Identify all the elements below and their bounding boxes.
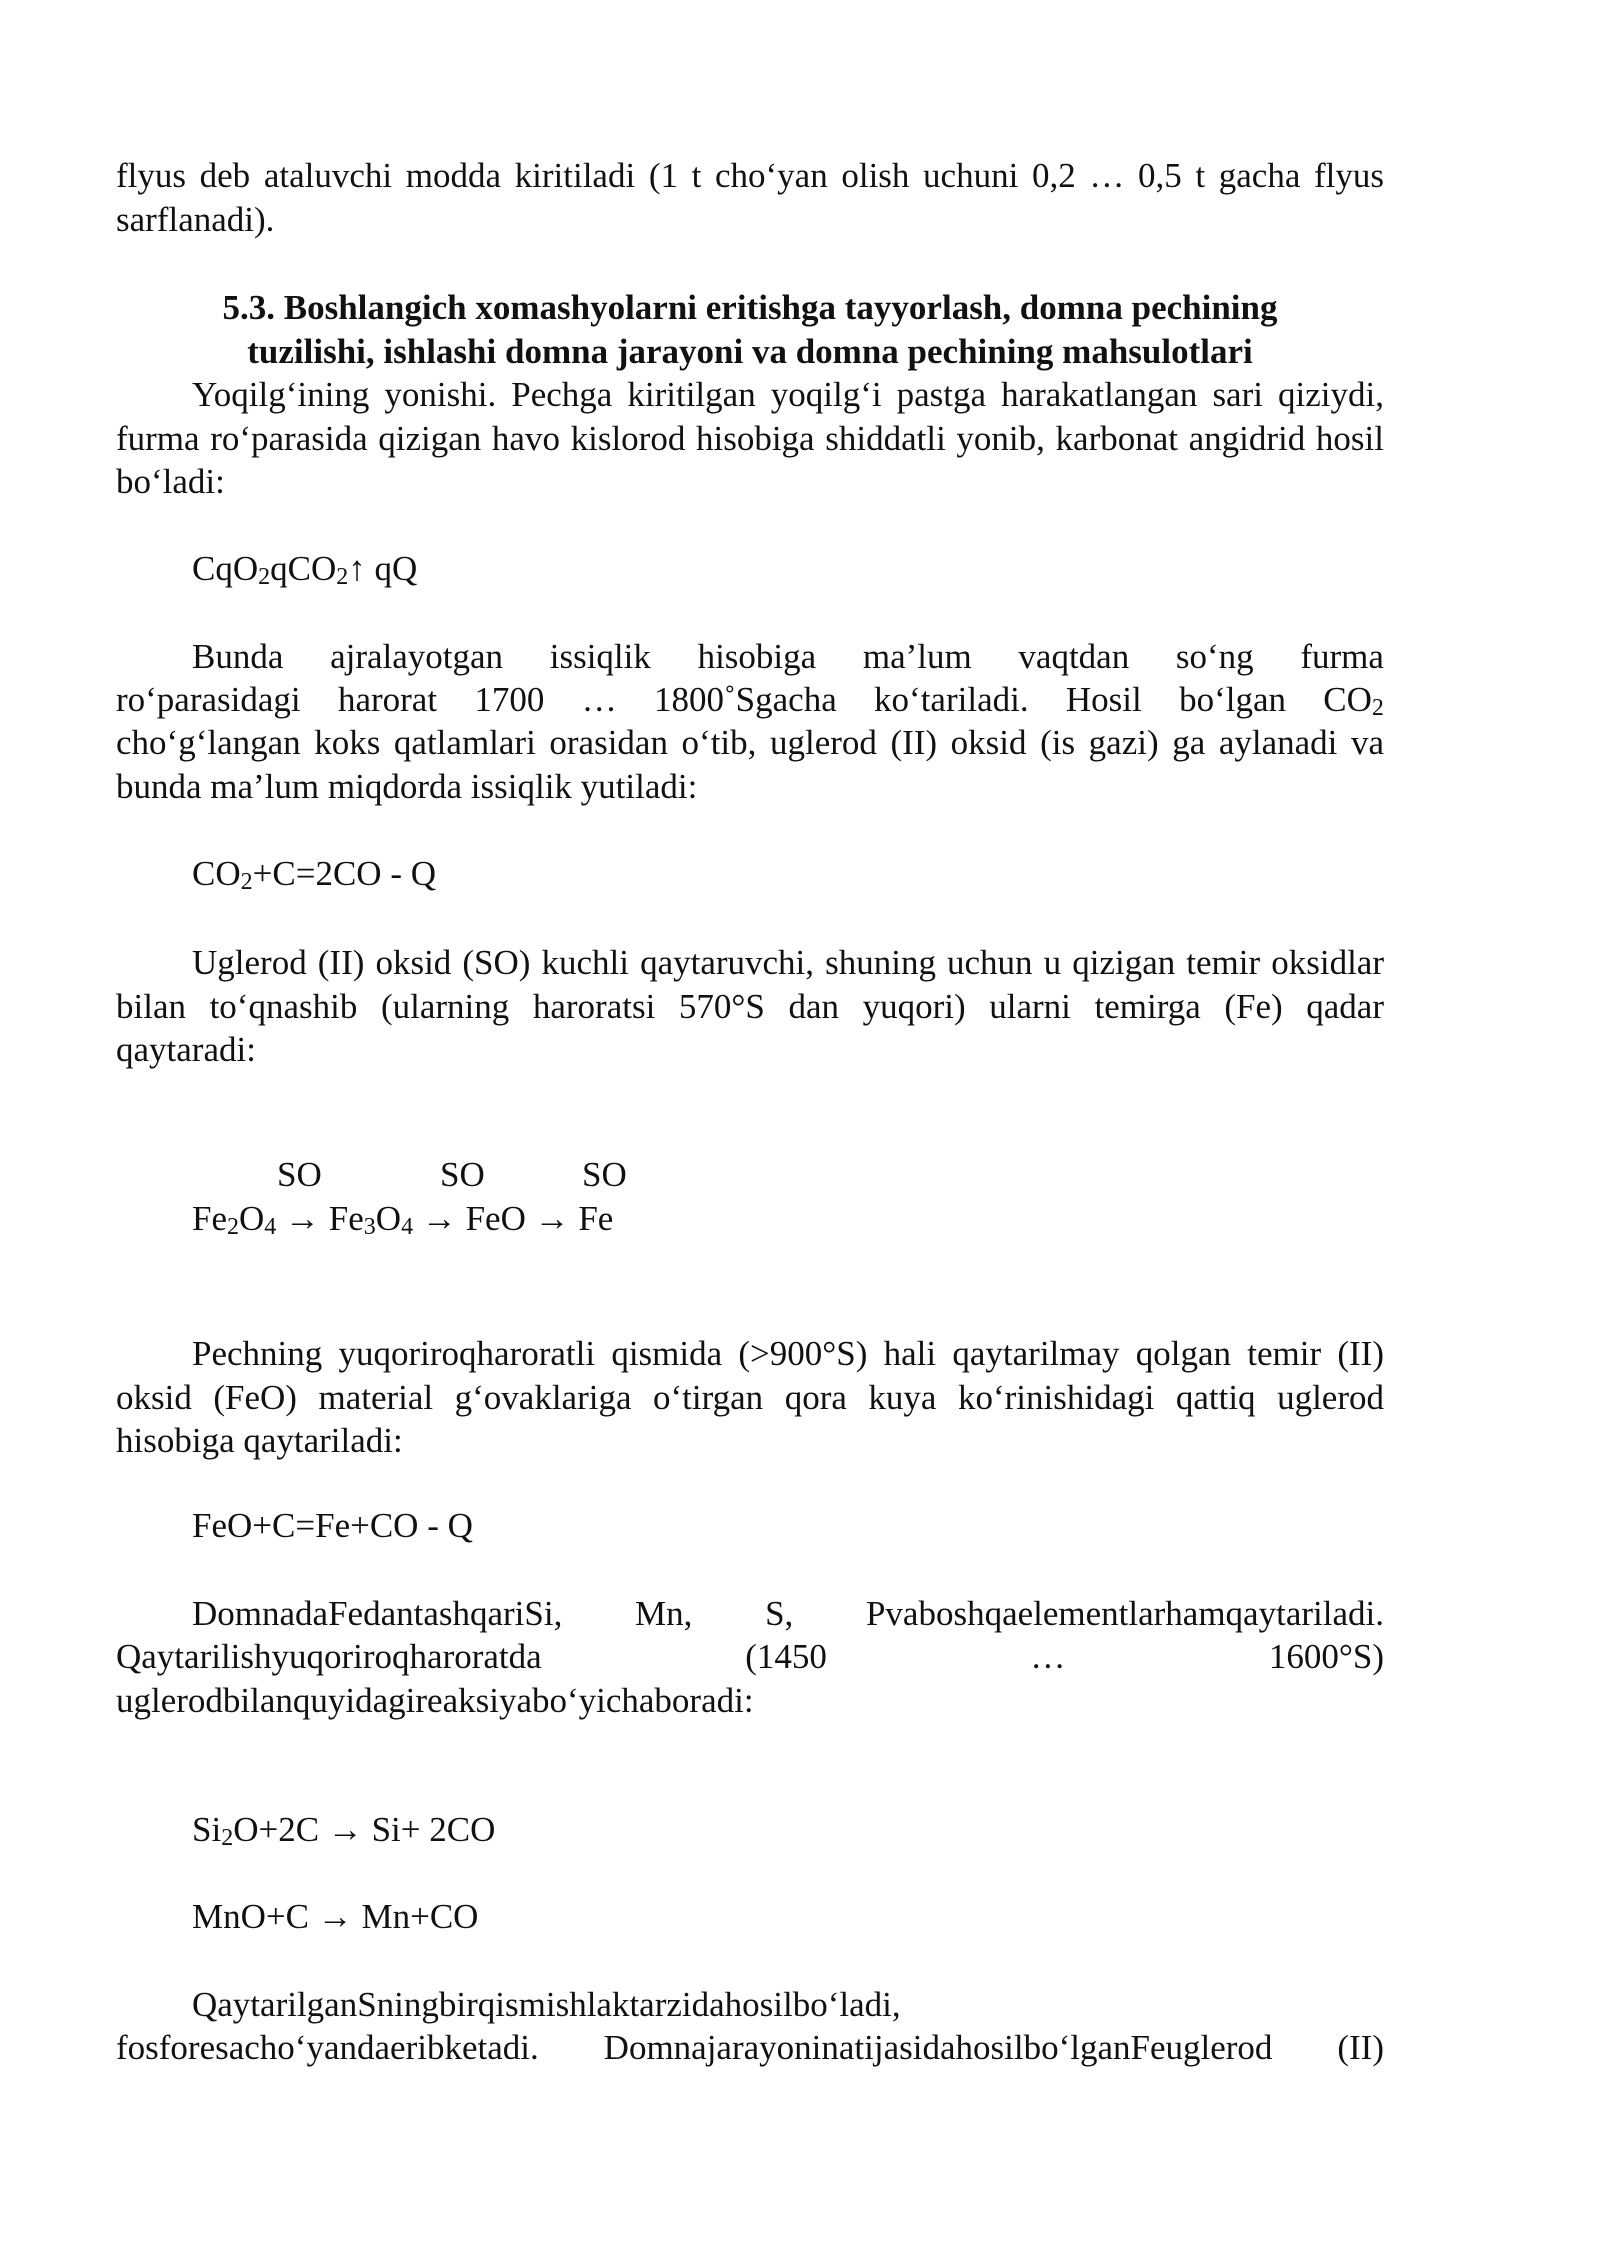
paragraph-heat-line-1: Bunda ajralayotgan issiqlik hisobiga ma’lum vaqtdan so‘ng furma <box>192 637 1384 676</box>
paragraph-elements-line-1: DomnadaFedantashqariSi, Mn, S, Pvaboshqaelementlarhamqaytariladi. <box>192 1594 1384 1633</box>
equation-silicon-reduction: $Si_2O+2C \to Si+ 2CO$ <box>192 1810 496 1851</box>
paragraph-sulfur-line-2: fosforesacho‘yandaeribketadi. Domnajarayoninatijasidahosilbo‘lganFeuglerod (II) <box>116 2028 1384 2067</box>
arrow-icon: → <box>421 1199 457 1238</box>
paragraph-heat-line-2: ro‘parasidagi harorat 1700 … 1800˚Sgacha ko‘tariladi. Hosil bo‘lgan $CO_2$ <box>116 680 1384 721</box>
paragraph-elements-line-2: Qaytarilishyuqoriroqharoratda (1450 … 1600°S) <box>116 1637 1384 1676</box>
intro-paragraph: flyus deb ataluvchi modda kiritiladi (1 t cho‘yan olish uchuni 0,2 … 0,5 t gacha flyus sarflanadi). <box>116 156 1384 239</box>
equation-manganese-reduction: MnO+C → Mn+CO <box>192 1897 479 1936</box>
paragraph-sulfur-line-1: QaytarilganSningbirqismishlaktarzidahosilbo‘ladi, <box>192 1985 901 2024</box>
paragraph-fuel-combustion: Yoqilg‘ining yonishi. Pechga kiritilgan yoqilg‘i pastga harakatlangan sari qiziydi, furma ro‘parasida qizigan havo kislorod hisobiga shiddatli yonib, karbonat angidrid hosil bo‘ladi: <box>116 375 1384 501</box>
paragraph-heat-rest: cho‘g‘langan koks qatlamlari orasidan o‘tib, uglerod (II) oksid (is gazi) ga aylanadi va bunda ma’lum miqdorda issiqlik yutiladi: <box>116 723 1384 806</box>
arrow-icon: → <box>534 1199 570 1238</box>
paragraph-elements-line-3: uglerodbilanquyidagireaksiyabo‘yichaboradi: <box>116 1681 754 1720</box>
equation-co2-reduction: $CO_2+C=2CO - Q$ <box>192 854 436 895</box>
chain-label-1: SO <box>277 1155 322 1194</box>
equation-carbon-combustion: CqO$_2$qCO$_2$↑ qQ <box>192 549 418 590</box>
paragraph-high-temperature: Pechning yuqoriroqharoratli qismida (>900°S) hali qaytarilmay qolgan temir (II) oksid (FeO) material g‘ovaklariga o‘tirgan qora kuya ko‘rinishidagi qattiq uglerod hisobiga qaytariladi: <box>116 1334 1384 1460</box>
chain-label-3: SO <box>582 1155 627 1194</box>
chain-label-2: SO <box>440 1155 485 1194</box>
section-heading-line-2: tuzilishi, ishlashi domna jarayoni va domna pechining mahsulotlari <box>247 332 1253 371</box>
paragraph-carbon-monoxide: Uglerod (II) oksid (SO) kuchli qaytaruvchi, shuning uchun u qizigan temir oksidlar bilan to‘qnashib (ularning haroratsi 570°S dan yuqori) ularni temirga (Fe) qadar qaytaradi: <box>116 943 1384 1069</box>
equation-feo-reduction: FeO+C=Fe+CO - Q <box>192 1506 473 1545</box>
arrow-icon: → <box>285 1199 321 1238</box>
chain-equation: $Fe_2O_4 \to Fe_3O_4$ → FeO → Fe <box>192 1199 614 1240</box>
section-heading-line-1: 5.3. Boshlangich xomashyolarni eritishga tayyorlash, domna pechining <box>222 288 1278 327</box>
